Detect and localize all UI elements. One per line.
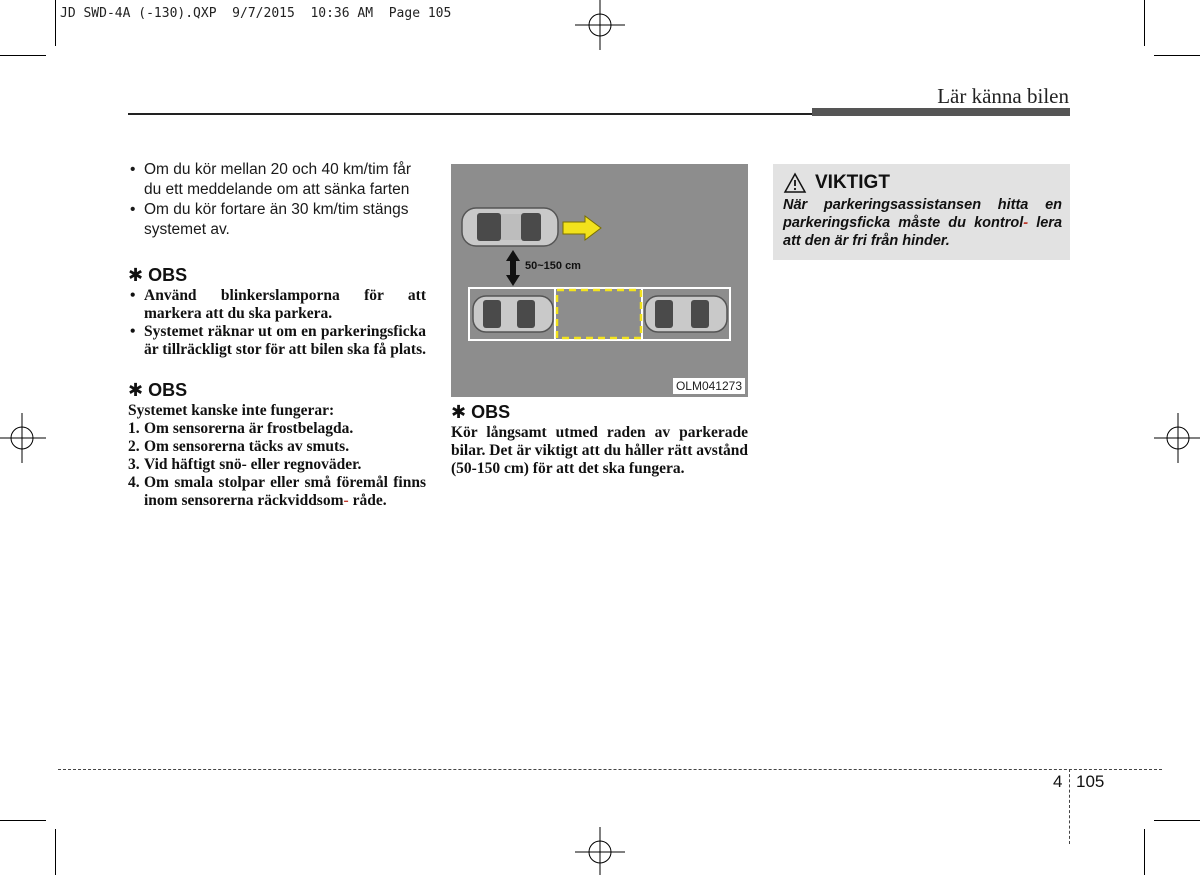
numbered-item: 3. Vid häftigt snö- eller regnoväder.: [128, 456, 362, 473]
warning-box: [773, 164, 1070, 260]
speed-bullets: [128, 160, 426, 240]
column-left: [128, 160, 426, 510]
footer-divider: [1069, 769, 1070, 844]
registration-mark-left-icon: [0, 413, 46, 463]
obs-numbered-list: [128, 420, 426, 510]
crop-mark: [1154, 820, 1200, 821]
crop-mark: [0, 55, 46, 56]
registration-mark-top-icon: [575, 0, 625, 50]
obs-heading: ✱ OBS: [128, 380, 188, 401]
obs-text: Kör långsamt utmed raden av parkerade bilar. Det är viktigt att du håller rätt avstånd (50-150 cm) för att det ska fungera.: [451, 424, 748, 477]
parked-car-left-icon: [473, 296, 553, 332]
numbered-item: 1. Om sensorerna är frostbelagda.: [128, 420, 354, 437]
column-middle: [451, 164, 748, 478]
header-rule-accent: [812, 108, 1070, 116]
crop-mark: [0, 820, 46, 821]
obs-item: • Systemet räknar ut om en parkeringsficka är tillräckligt stor för att bilen ska få plats.: [128, 323, 426, 359]
obs-list: [128, 287, 426, 359]
direction-arrow-icon: [563, 216, 601, 240]
numbered-item: 4. Om smala stolpar eller små föremål finns inom sensorerna räckviddsom- råde.: [128, 474, 426, 509]
crop-mark: [55, 0, 56, 46]
obs-item: • Använd blinkerslamporna för att markera att du ska parkera.: [128, 287, 426, 323]
asterisk-icon: ✱: [128, 380, 144, 401]
asterisk-icon: ✱: [128, 265, 144, 286]
header-rule: [128, 113, 814, 115]
print-slug: JD SWD-4A (-130).QXP 9/7/2015 10:36 AM Page 105: [60, 6, 452, 21]
crop-mark: [1144, 0, 1145, 46]
obs-heading: ✱ OBS: [128, 265, 188, 286]
crop-mark: [55, 829, 56, 875]
chapter-number: 4: [1053, 772, 1063, 791]
parking-figure: [451, 164, 748, 397]
asterisk-icon: ✱: [451, 402, 467, 423]
parked-car-right-icon: [645, 296, 727, 332]
empty-space-outline: [557, 290, 641, 338]
crop-mark: [1154, 55, 1200, 56]
footer-rule: [58, 769, 1162, 770]
bullet-item: • Om du kör mellan 20 och 40 km/tim får du ett meddelande om att sänka farten: [128, 160, 426, 200]
obs-intro: Systemet kanske inte fungerar:: [128, 402, 335, 419]
warning-triangle-icon: [783, 172, 807, 194]
moving-car-icon: [462, 208, 558, 246]
bullet-item: • Om du kör fortare än 30 km/tim stängs systemet av.: [128, 200, 426, 240]
page-number: 105: [1076, 772, 1105, 791]
registration-mark-right-icon: [1154, 413, 1200, 463]
crop-mark: [1144, 829, 1145, 875]
numbered-item: 2. Om sensorerna täcks av smuts.: [128, 438, 350, 455]
warning-text: När parkeringsassistansen hitta en parkeringsficka måste du kontrol- lera att den är fri från hinder.: [783, 197, 1063, 249]
distance-arrow-icon: [506, 250, 520, 286]
distance-label: 50~150 cm: [525, 260, 581, 272]
parking-diagram: [451, 164, 748, 397]
section-title: Lär känna bilen: [937, 84, 1069, 108]
column-right: [773, 164, 1070, 260]
warning-heading: VIKTIGT: [783, 172, 1062, 194]
figure-code: OLM041273: [673, 378, 745, 394]
registration-mark-bottom-icon: [575, 827, 625, 875]
obs-heading: ✱ OBS: [451, 402, 511, 423]
